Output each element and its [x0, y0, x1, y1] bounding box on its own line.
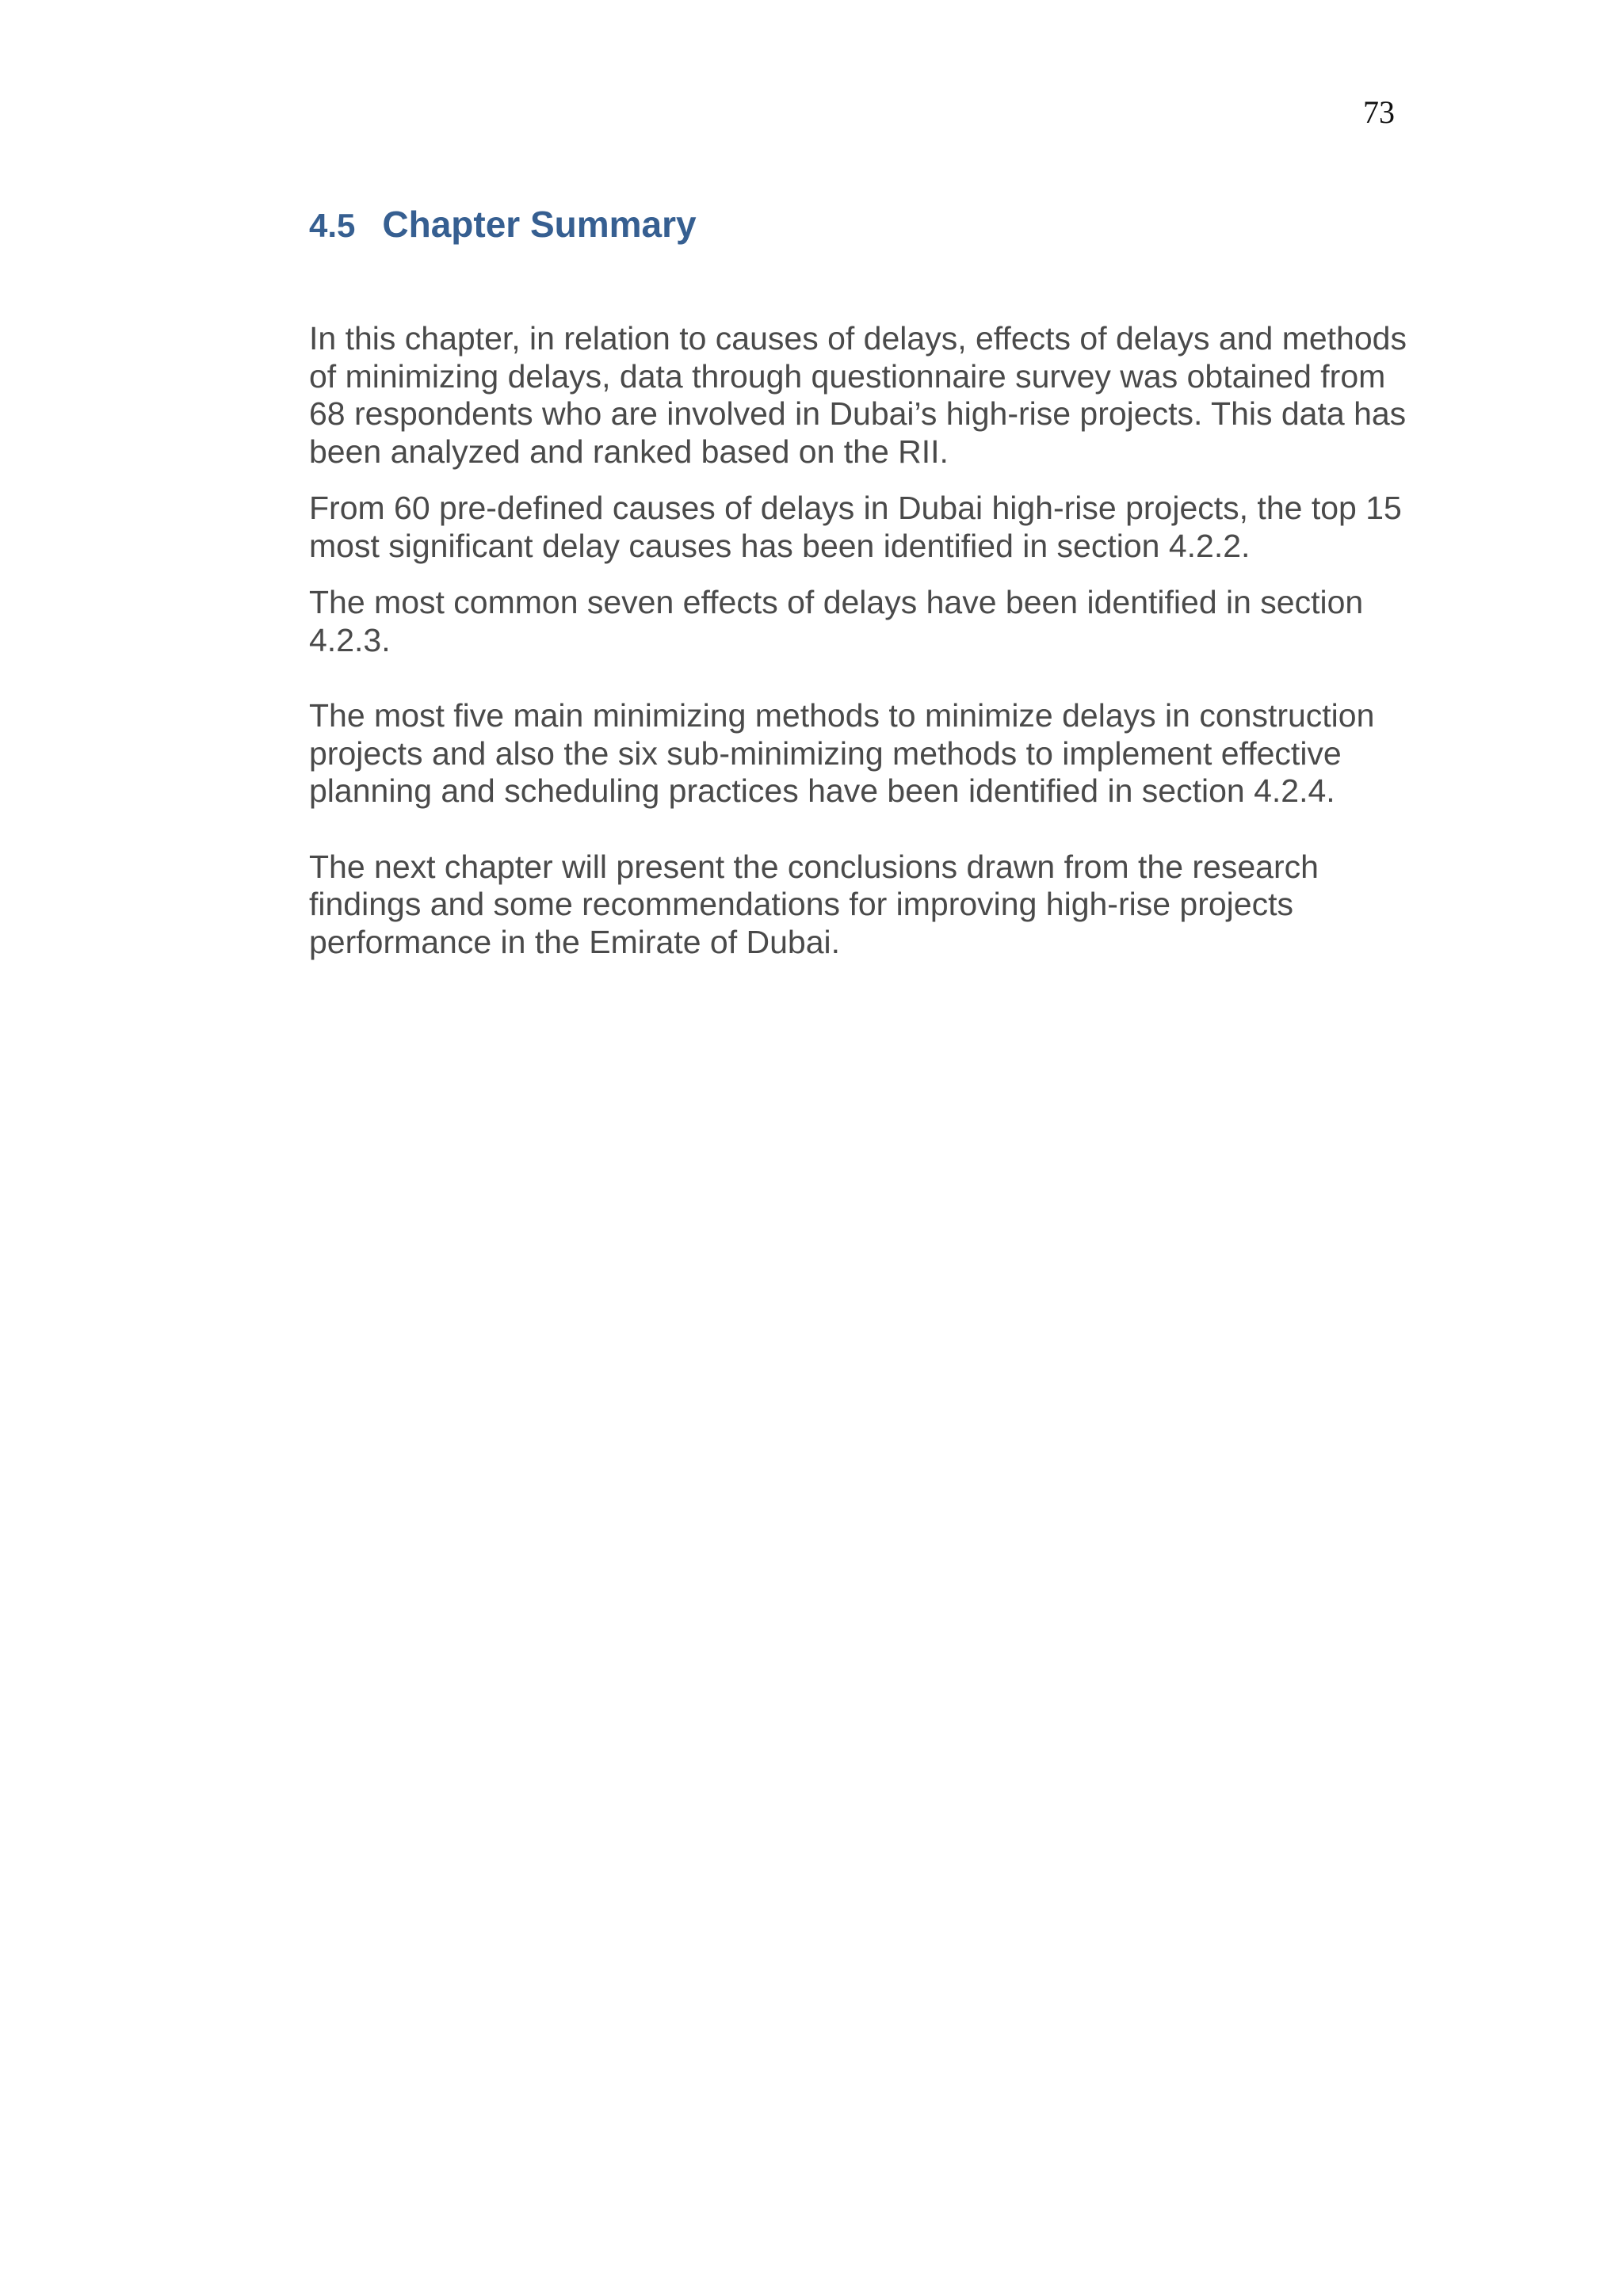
section-title: Chapter Summary: [382, 204, 697, 245]
section-number: 4.5: [309, 207, 356, 244]
paragraph-4: The most five main minimizing methods to minimize delays in construction projects and also the six sub-minimizing methods to implement effective planning and scheduling practices have been identified in section 4.2.4.: [309, 697, 1375, 809]
section-heading: [309, 204, 697, 245]
chapter-summary-body: [309, 320, 1419, 961]
paragraph-2: From 60 pre-defined causes of delays in Dubai high-rise projects, the top 15 most significant delay causes has been identified in section 4.2.2.: [309, 490, 1402, 564]
paragraph-1: In this chapter, in relation to causes of delays, effects of delays and methods of minimizing delays, data through questionnaire survey was obtained from 68 respondents who are involved in Dubai’s high-rise projects. This data has been analyzed and ranked based on the RII.: [309, 320, 1407, 470]
page-number: 73: [1363, 94, 1395, 130]
paragraph-3: The most common seven effects of delays have been identified in section 4.2.3.: [309, 584, 1364, 658]
paragraph-5: The next chapter will present the conclusions drawn from the research findings and some recommendations for improving high-rise projects performance in the Emirate of Dubai.: [309, 848, 1319, 960]
